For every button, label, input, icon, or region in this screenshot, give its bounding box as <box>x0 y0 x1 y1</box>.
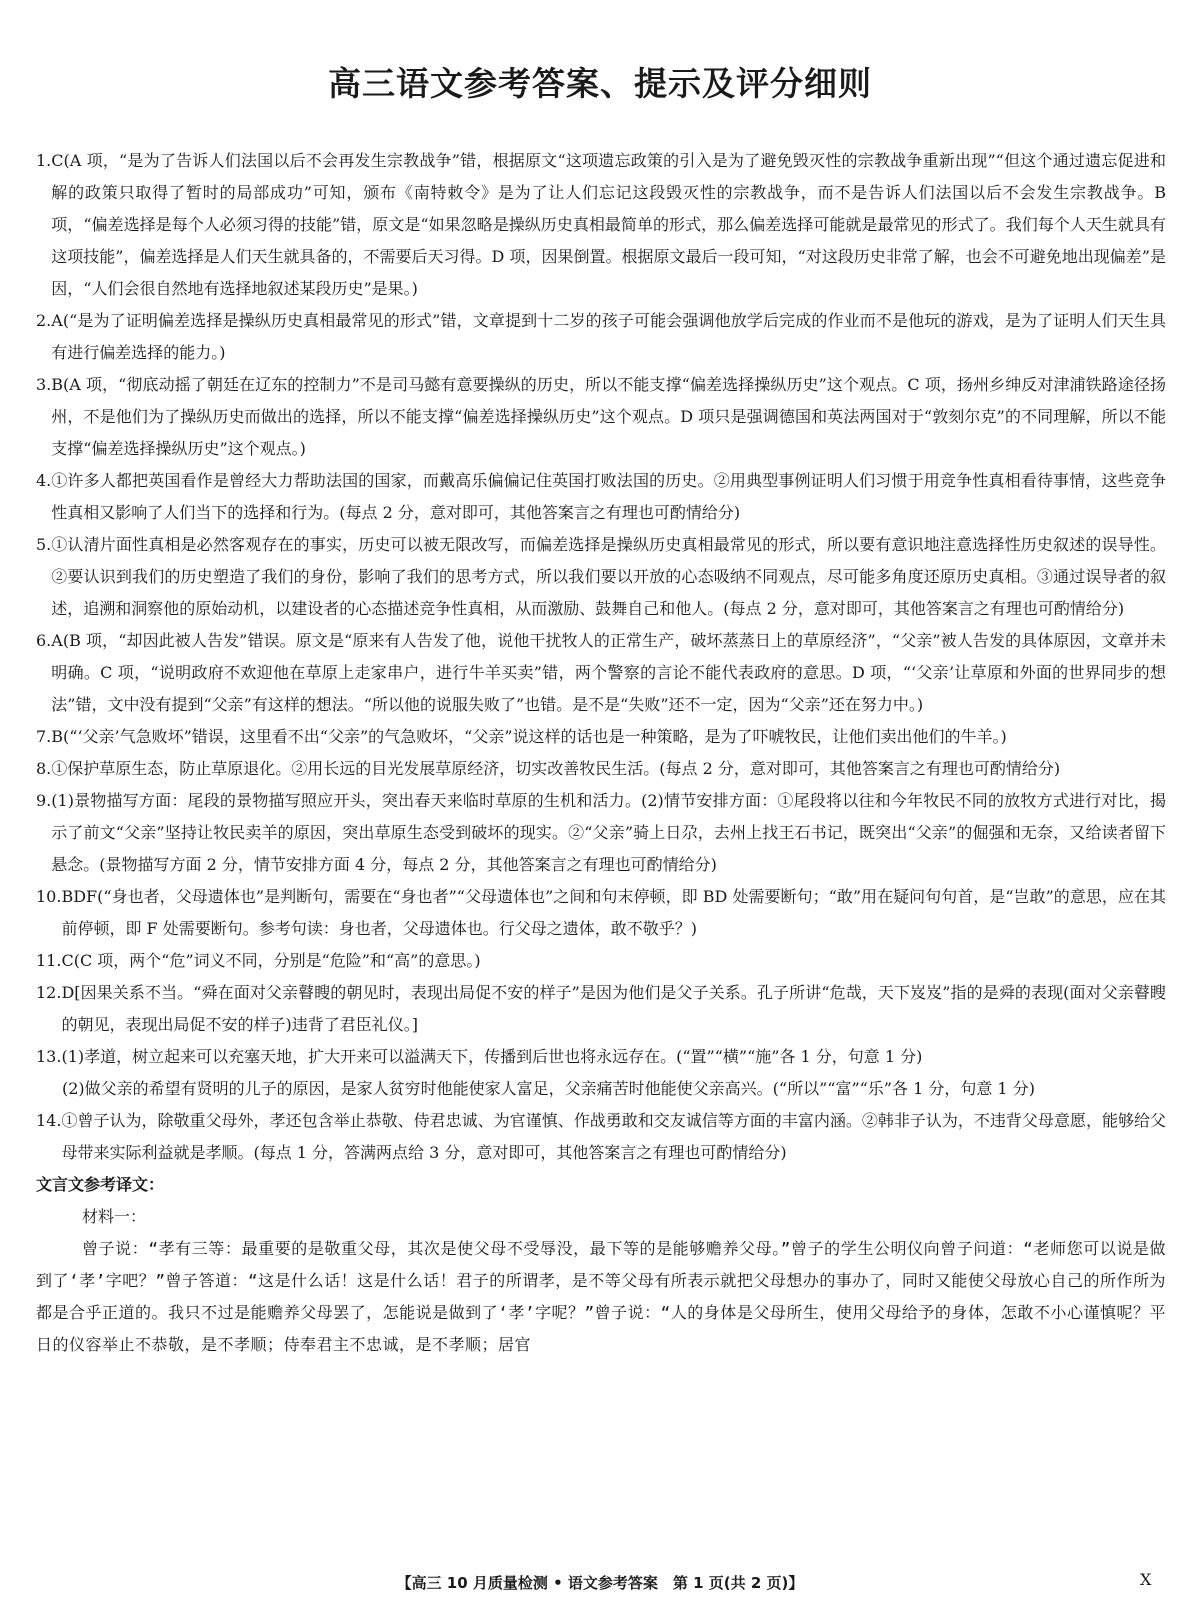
answer-item-2 <box>36 305 1166 369</box>
answer-text: D[因果关系不当。“舜在面对父亲瞽瞍的朝见时，表现出局促不安的样子”是因为他们是父子关系。孔子所讲“危哉，天下岌岌”指的是舜的表现(面对父亲瞽瞍的朝见，表现出局促不安的样子)违背了君臣礼仪。] <box>61 983 1166 1034</box>
answer-text: ①曾子认为，除敬重父母外，孝还包含举止恭敬、侍君忠诚、为官谨慎、作战勇敢和交友诚信等方面的丰富内涵。②韩非子认为，不违背父母意愿，能够给父母带来实际利益就是孝顺。(每点 1 分，答满两点给 3 分，意对即可，其他答案言之有理也可酌情给分) <box>61 1111 1166 1162</box>
answer-text: ①保护草原生态，防止草原退化。②用长远的目光发展草原经济，切实改善牧民生活。(每点 2 分，意对即可，其他答案言之有理也可酌情给分) <box>51 759 1061 778</box>
answer-text: B(A 项，“彻底动摇了朝廷在辽东的控制力”不是司马懿有意要操纵的历史，所以不能支撑“偏差选择操纵历史”这个观点。C 项，扬州乡绅反对津浦铁路途径扬州，不是他们为了操纵历史而做出的选择，所以不能支撑“偏差选择操纵历史”这个观点。D 项只是强调德国和英法两国对于“敦刻尔克”的不同理解，所以不能支撑“偏差选择操纵历史”这个观点。) <box>51 375 1166 458</box>
answer-number: 12. <box>36 983 62 1002</box>
answer-text: A(“是为了证明偏差选择是操纵历史真相最常见的形式”错，文章提到十二岁的孩子可能会强调他放学后完成的作业而不是他玩的游戏，是为了证明人们天生具有进行偏差选择的能力。) <box>51 311 1166 362</box>
answer-number: 13. <box>36 1047 62 1066</box>
answer-item-9 <box>36 785 1166 881</box>
answer-text: B(“‘父亲’气急败坏”错误，这里看不出“父亲”的气急败坏，“父亲”说这样的话也是一种策略，是为了吓唬牧民，让他们卖出他们的牛羊。) <box>51 727 1007 746</box>
answer-item-14 <box>36 1105 1166 1169</box>
page-footer: 【高三 10 月质量检测 • 语文参考答案 第 1 页(共 2 页)】 <box>396 1574 804 1592</box>
answer-item-1 <box>36 145 1166 305</box>
answer-text: BDF(“身也者，父母遗体也”是判断句，需要在“身也者”“父母遗体也”之间和句末停顿，即 BD 处需要断句；“敢”用在疑问句句首，是“岂敢”的意思，应在其前停顿，即 F 处需要断句。参考句读：身也者，父母遗体也。行父母之遗体，敢不敬乎？) <box>61 887 1166 938</box>
answer-number: 14. <box>36 1111 62 1130</box>
page-title: 高三语文参考答案、提示及评分细则 <box>328 64 872 103</box>
material-label: 材料一： <box>82 1207 147 1226</box>
answer-number: 4. <box>36 471 52 490</box>
answer-item-4 <box>36 465 1166 529</box>
answer-item-3 <box>36 369 1166 465</box>
answer-item-12 <box>36 977 1166 1041</box>
answer-text: A(B 项，“却因此被人告发”错误。原文是“原来有人告发了他，说他干扰牧人的正常生产，破坏蒸蒸日上的草原经济”，“父亲”被人告发的具体原因，文章并未明确。C 项，“说明政府不欢迎他在草原上走家串户，进行牛羊买卖”错，两个警察的言论不能代表政府的意思。D 项，“‘父亲’让草原和外面的世界同步的想法”错，文中没有提到“父亲”有这样的想法。“所以他的说服失败了”也错。是不是“失败”还不一定，因为“父亲”还在努力中。) <box>51 631 1166 714</box>
answer-number: 7. <box>36 727 52 746</box>
answer-number: 5. <box>36 535 52 554</box>
answer-text: ①许多人都把英国看作是曾经大力帮助法国的国家，而戴高乐偏偏记住英国打败法国的历史。②用典型事例证明人们习惯于用竞争性真相看待事情，这些竞争性真相又影响了人们当下的选择和行为。(每点 2 分，意对即可，其他答案言之有理也可酌情给分) <box>51 471 1166 522</box>
translation-heading: 文言文参考译文： <box>36 1175 165 1194</box>
footer-mark: X <box>1140 1570 1152 1589</box>
translation-body: 曾子说：“孝有三等：最重要的是敬重父母，其次是使父母不受辱没，最下等的是能够赡养父母。”曾子的学生公明仪向曾子问道：“老师您可以说是做到了‘孝’字吧？”曾子答道：“这是什么话！这是什么话！君子的所谓孝，是不等父母有所表示就把父母想办的事办了，同时又能使父母放心自己的所作所为都是合乎正道的。我只不过是能赡养父母罢了，怎能说是做到了‘孝’字呢？”曾子说：“人的身体是父母所生，使用父母给予的身体，怎敢不小心谨慎呢？平日的仪容举止不恭敬，是不孝顺；侍奉君主不忠诚，是不孝顺；居官 <box>36 1239 1166 1354</box>
answer-content <box>36 145 1166 1361</box>
answer-item-6 <box>36 625 1166 721</box>
answer-number: 10. <box>36 887 62 906</box>
answer-number: 11. <box>36 951 62 970</box>
answer-number: 8. <box>36 759 52 778</box>
answer-number: 6. <box>36 631 52 650</box>
answer-text: C(A 项，“是为了告诉人们法国以后不会再发生宗教战争”错，根据原文“这项遗忘政策的引入是为了避免毁灭性的宗教战争重新出现”“但这个通过遗忘促进和解的政策只取得了暂时的局部成功”可知，颁布《南特敕令》是为了让人们忘记这段毁灭性的宗教战争，而不是告诉人们法国以后不会发生宗教战争。B 项，“偏差选择是每个人必须习得的技能”错，原文是“如果忽略是操纵历史真相最简单的形式，那么偏差选择可能就是最常见的形式了。我们每个人天生就具有这项技能”，偏差选择是人们天生就具备的，不需要后天习得。D 项，因果倒置。根据原文最后一段可知，“对这段历史非常了解，也会不可避免地出现偏差”是因，“人们会很自然地有选择地叙述某段历史”是果。) <box>51 151 1166 298</box>
answer-text: C(C 项，两个“危”词义不同，分别是“危险”和“高”的意思。) <box>61 951 481 970</box>
answers-list <box>36 145 1166 1041</box>
answer-item-13 <box>36 1041 1166 1073</box>
answer-text: (1)孝道，树立起来可以充塞天地，扩大开来可以溢满天下，传播到后世也将永远存在。(“置”“横”“施”各 1 分，句意 1 分) <box>61 1047 923 1066</box>
answer-text: ①认清片面性真相是必然客观存在的事实，历史可以被无限改写，而偏差选择是操纵历史真相最常见的形式，所以要有意识地注意选择性历史叙述的误导性。②要认识到我们的历史塑造了我们的身份，影响了我们的思考方式，所以我们要以开放的心态吸纳不同观点，尽可能多角度还原历史真相。③通过误导者的叙述，追溯和洞察他的原始动机，以建设者的心态描述竞争性真相，从而激励、鼓舞自己和他人。(每点 2 分，意对即可，其他答案言之有理也可酌情给分) <box>51 535 1166 618</box>
answer-number: 9. <box>36 791 52 810</box>
answer-item-8 <box>36 753 1166 785</box>
answer-item-11 <box>36 945 1166 977</box>
answer-number: 2. <box>36 311 52 330</box>
answer-text: (1)景物描写方面：尾段的景物描写照应开头，突出春天来临时草原的生机和活力。(2)情节安排方面：①尾段将以往和今年牧民不同的放牧方式进行对比，揭示了前文“父亲”坚持让牧民卖羊的原因，突出草原生态受到破坏的现实。②“父亲”骑上日尕，去州上找王石书记，既突出“父亲”的倔强和无奈，又给读者留下悬念。(景物描写方面 2 分，情节安排方面 4 分，每点 2 分，其他答案言之有理也可酌情给分) <box>51 791 1166 874</box>
answer-item-13-part2: (2)做父亲的希望有贤明的儿子的原因，是家人贫穷时他能使家人富足，父亲痛苦时他能使父亲高兴。(“所以”“富”“乐”各 1 分，句意 1 分) <box>62 1079 1035 1098</box>
answer-item-10 <box>36 881 1166 945</box>
answer-item-7 <box>36 721 1166 753</box>
answer-item-5 <box>36 529 1166 625</box>
answer-number: 1. <box>36 151 52 170</box>
answer-number: 3. <box>36 375 52 394</box>
